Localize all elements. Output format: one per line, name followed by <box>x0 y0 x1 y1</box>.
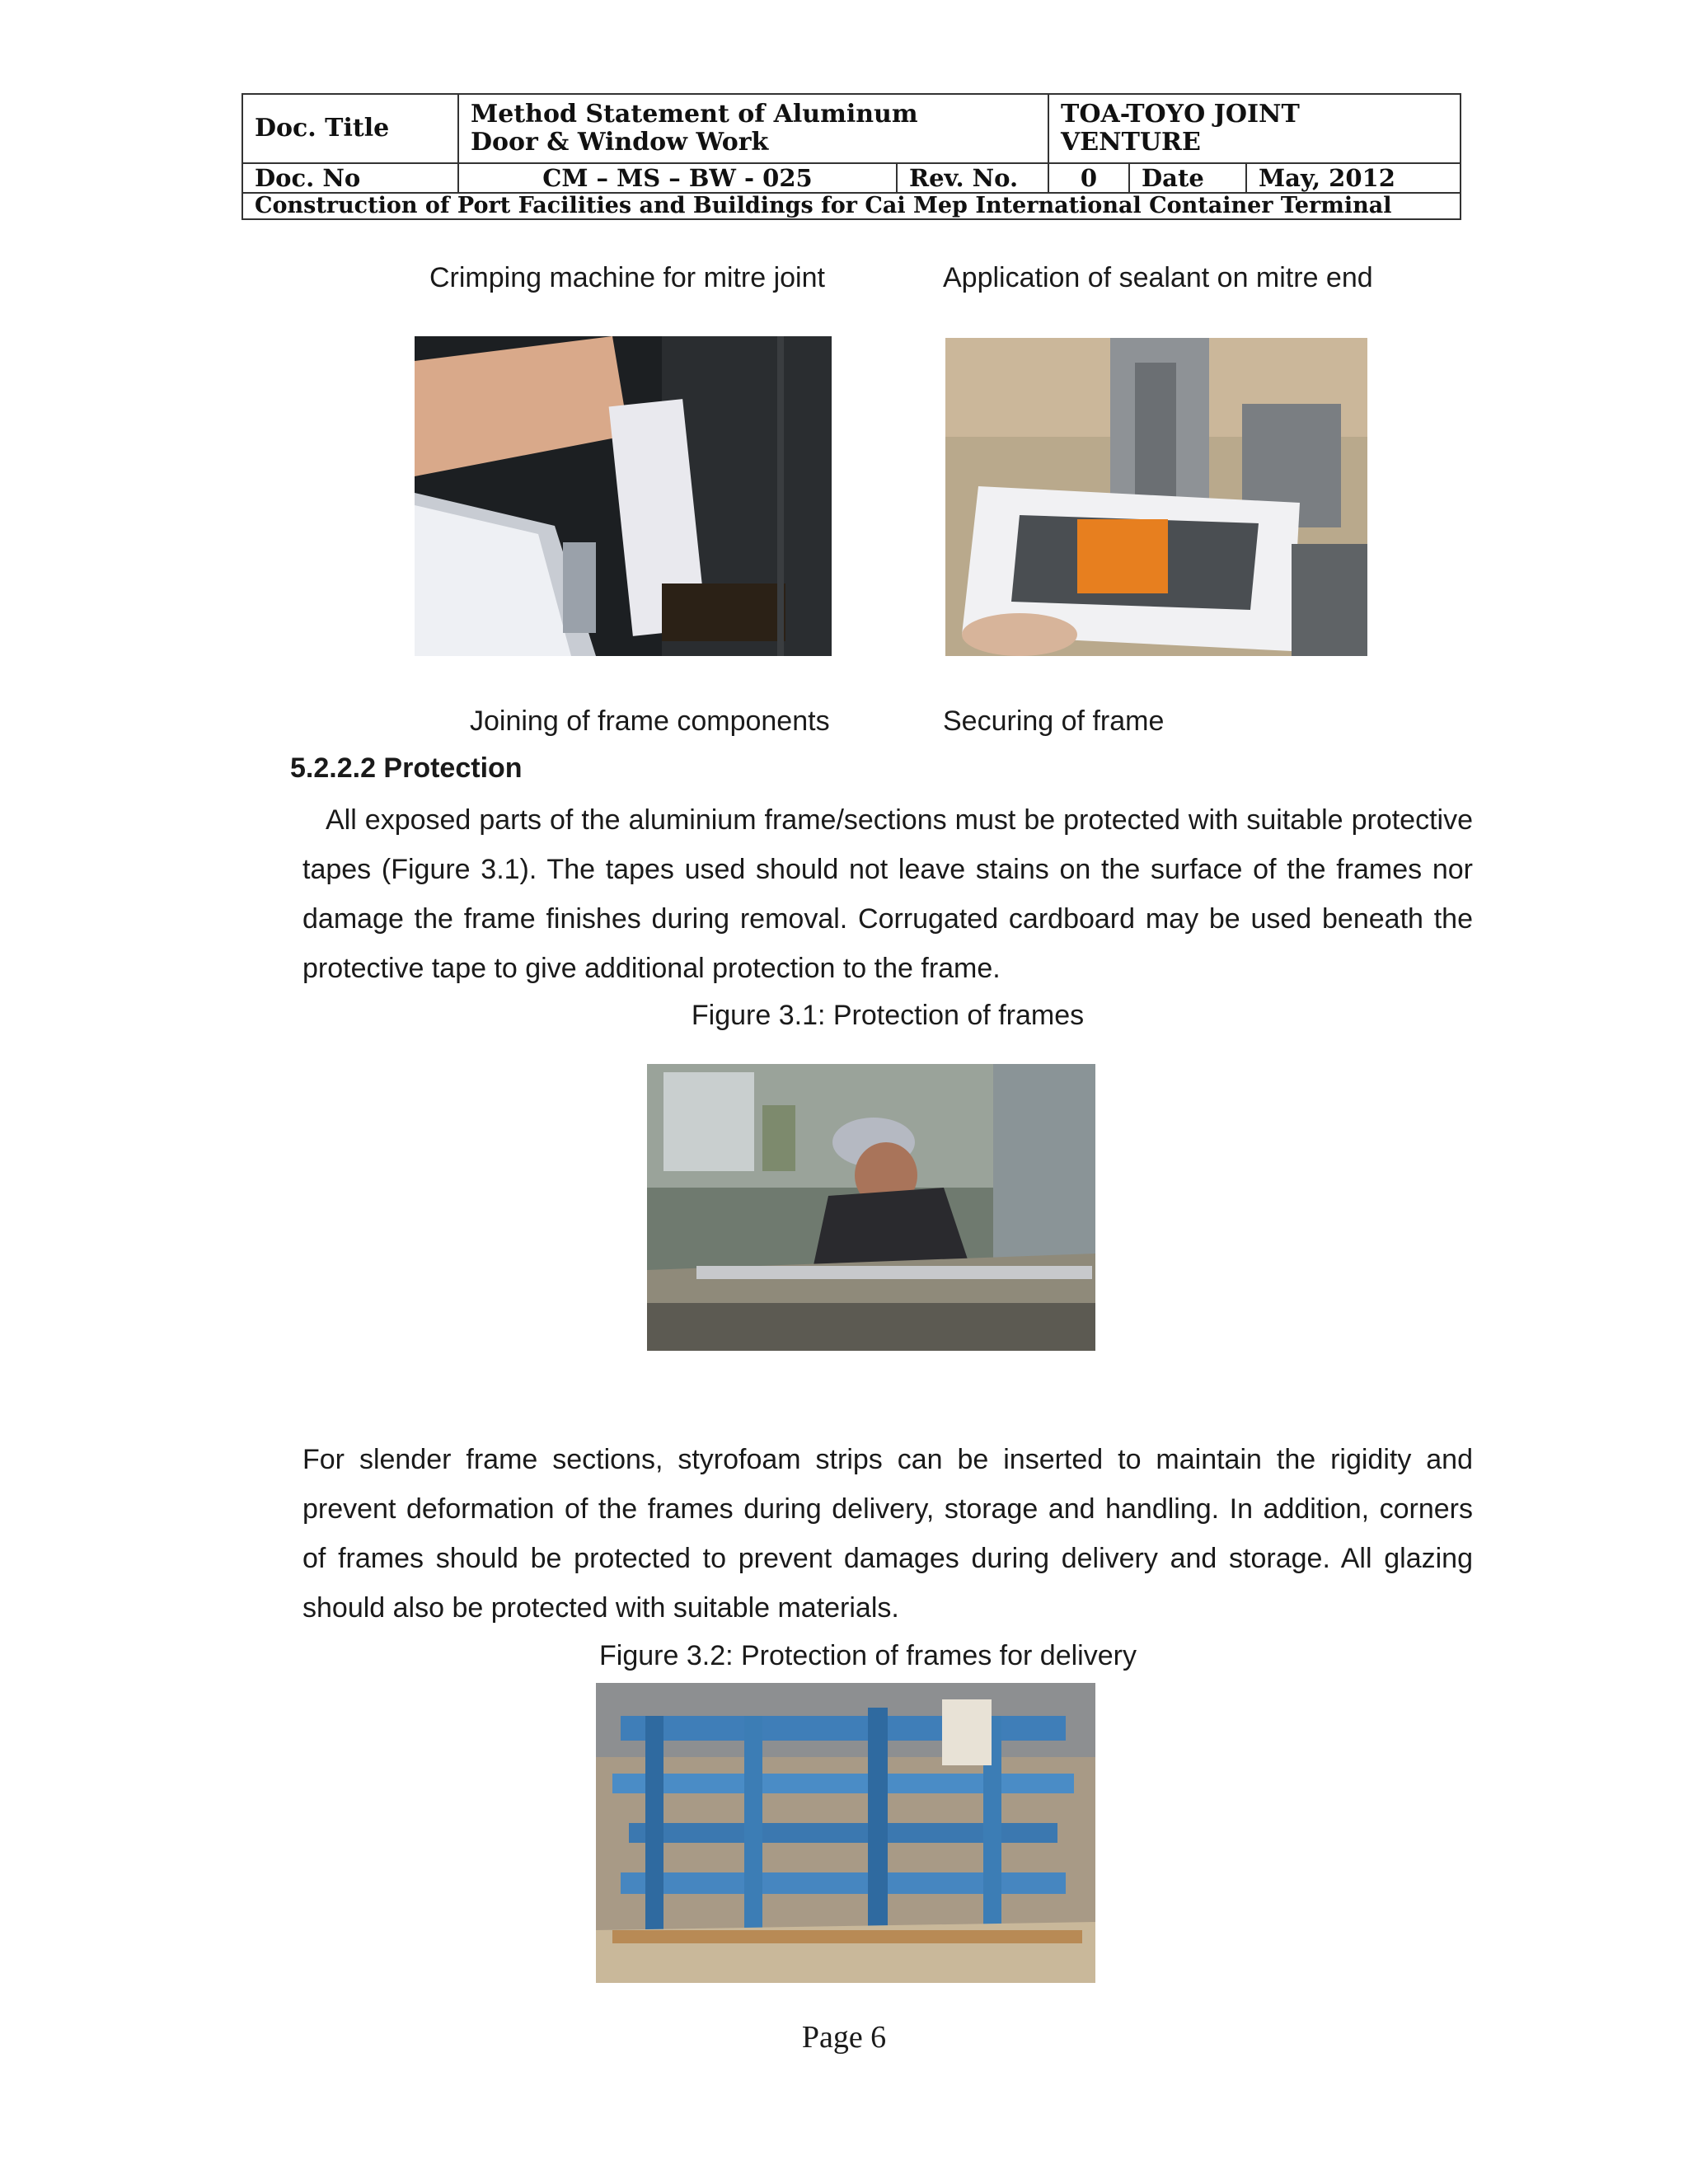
company-name: TOA-TOYO JOINT VENTURE <box>1048 94 1461 163</box>
doc-title <box>458 94 1048 163</box>
photo-protection-of-frames <box>647 1064 1095 1351</box>
doc-no-label: Doc. No <box>242 163 458 193</box>
paragraph-slender-frames: For slender frame sections, styrofoam strips can be inserted to maintain the rigidity and prevent deformation of the frames during delivery, storage and handling. In addition, corners of frames should be protected to prevent damages during delivery and storage. All glazing should also be protected with suitable materials. <box>302 1444 1473 1624</box>
photo-sealant <box>945 338 1367 656</box>
date-value: May, 2012 <box>1246 163 1461 193</box>
rev-no-label: Rev. No. <box>897 163 1048 193</box>
date-label: Date <box>1129 163 1246 193</box>
doc-title-line2: Door & Window Work <box>471 128 769 157</box>
caption-securing: Securing of frame <box>943 705 1165 737</box>
figure-3-2-caption: Figure 3.2: Protection of frames for delivery <box>599 1640 1137 1671</box>
photo-crimping <box>415 336 832 656</box>
document-header-table <box>241 93 1461 220</box>
photo-frames-for-delivery <box>596 1683 1095 1983</box>
caption-joining: Joining of frame components <box>470 705 830 737</box>
page-number: Page 6 <box>801 2020 887 2055</box>
section-heading: 5.2.2.2 Protection <box>290 752 523 784</box>
doc-title-label: Doc. Title <box>242 94 458 163</box>
caption-crimping: Crimping machine for mitre joint <box>429 262 825 293</box>
rev-no: 0 <box>1048 163 1129 193</box>
paragraph-protection: All exposed parts of the aluminium frame/sections must be protected with suitable protective tapes (Figure 3.1). The tapes used should not leave stains on the surface of the frames nor damage the frame finishes during removal. Corrugated cardboard may be used beneath the protective tape to give additional protection to the frame. <box>302 804 1473 984</box>
doc-title-line1: Method Statement of Aluminum <box>471 100 918 129</box>
figure-3-1-caption: Figure 3.1: Protection of frames <box>691 1000 1085 1031</box>
project-title: Construction of Port Facilities and Buildings for Cai Mep International Container Terminal <box>242 193 1461 219</box>
caption-sealant: Application of sealant on mitre end <box>943 262 1373 293</box>
doc-no: CM – MS – BW - 025 <box>458 163 897 193</box>
